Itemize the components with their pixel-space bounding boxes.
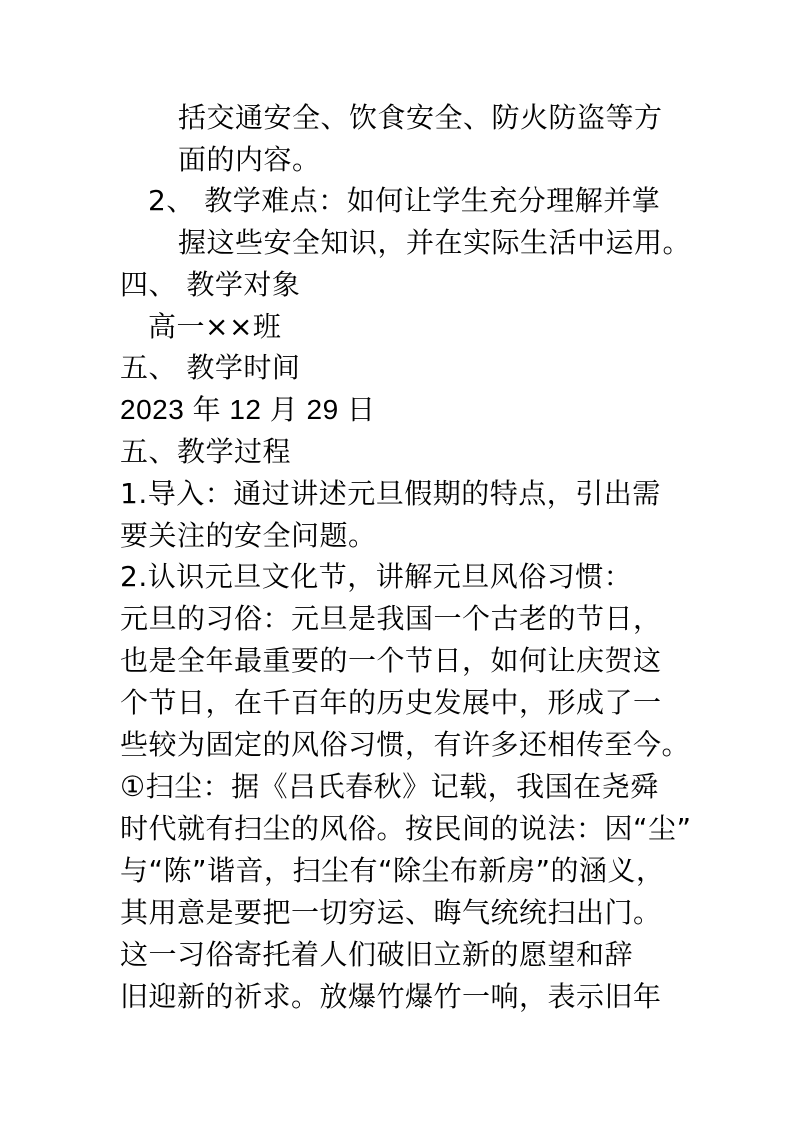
text-line: 元旦的习俗：元旦是我国一个古老的节日， (120, 602, 662, 635)
text-line: 时代就有扫尘的风俗。按民间的说法：因“尘” (120, 812, 692, 845)
text-line: 其用意是要把一切穷运、晦气统统扫出门。 (120, 896, 662, 929)
section-heading: 四、 教学对象 (120, 268, 301, 301)
text-line: 要关注的安全问题。 (120, 519, 377, 552)
section-heading: 五、教学过程 (120, 435, 292, 468)
text-line: 2.认识元旦文化节，讲解元旦风俗习惯： (120, 560, 633, 593)
list-item-difficulty: 2、 教学难点：如何让学生充分理解并掌 (148, 184, 661, 217)
text-line: 括交通安全、饮食安全、防火防盗等方 (178, 101, 663, 134)
text-line: 个节日，在千百年的历史发展中，形成了一 (120, 686, 662, 719)
text-line: 1.导入：通过讲述元旦假期的特点，引出需 (120, 477, 661, 510)
text-line: 与“陈”谐音，扫尘有“除尘布新房”的涵义， (120, 854, 665, 887)
text-line: 高一××班 (148, 310, 282, 343)
text-line: 握这些安全知识，并在实际生活中运用。 (178, 226, 692, 259)
text-line: 这一习俗寄托着人们破旧立新的愿望和辞 (120, 938, 634, 971)
text-line: ①扫尘：据《吕氏春秋》记载，我国在尧舜 (120, 770, 659, 803)
date-line: 2023 年 12 月 29 日 (120, 394, 376, 425)
text-line: 旧迎新的祈求。放爆竹爆竹一响，表示旧年 (120, 980, 662, 1013)
text-line: 也是全年最重要的一个节日，如何让庆贺这 (120, 644, 662, 677)
section-heading: 五、 教学时间 (120, 351, 301, 384)
text-line: 面的内容。 (178, 143, 321, 176)
text-line: 些较为固定的风俗习惯，有许多还相传至今。 (120, 728, 691, 761)
